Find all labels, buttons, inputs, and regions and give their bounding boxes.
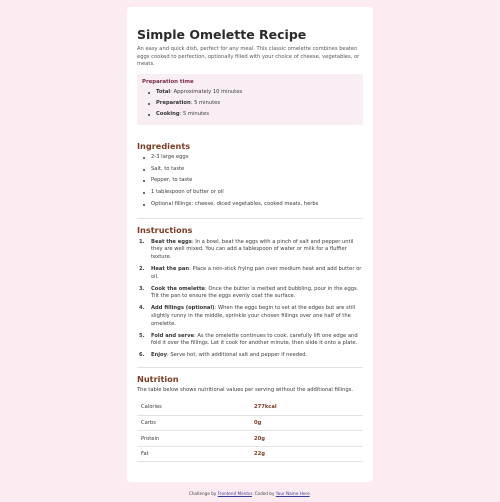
footer-prefix: Challenge by [188, 491, 218, 496]
nutrition-intro: The table below shows nutritional values per serving without the additional fillings. [137, 386, 354, 393]
step-number: 1. [139, 238, 145, 245]
step-number: 3. [139, 285, 145, 292]
step-label: Heat the pan [151, 266, 190, 273]
prep-label: Cooking [156, 111, 180, 118]
step-number: 5. [139, 332, 145, 339]
step-label: Add fillings (optional) [151, 305, 215, 312]
table-row [137, 431, 363, 447]
step-text: : When the eggs begin to set at the edges but are still slightly runny in the middle, sprinkle your chosen fillings over one half of the omelette. [151, 305, 356, 327]
nutrient-value: 0g [250, 415, 363, 431]
nutrient-name: Fat [137, 446, 250, 462]
list-item [142, 98, 358, 109]
recipe-card [127, 7, 373, 482]
preparation-box [137, 74, 363, 125]
prep-label: Total [156, 88, 171, 95]
nutrient-value: 22g [250, 446, 363, 462]
step-number: 4. [139, 305, 145, 312]
ingredients-heading: Ingredients [137, 140, 191, 151]
instruction-step [137, 239, 363, 262]
step-text: : In a bowl, beat the eggs with a pinch of salt and pepper until they are well mixed. You can add a tablespoon of water or milk for a fluffier texture. [151, 238, 354, 261]
step-label: Enjoy [151, 352, 167, 359]
prep-text: : Approximately 10 minutes [170, 88, 243, 95]
page-title: Simple Omelette Recipe [137, 27, 307, 42]
prep-label: Preparation [156, 100, 191, 107]
table-row [137, 446, 363, 462]
nutrient-value: 20g [250, 431, 363, 447]
instruction-step [137, 286, 363, 301]
nutrient-value: 277kcal [250, 400, 363, 416]
step-number: 2. [139, 266, 145, 273]
footer-suffix: . [309, 491, 311, 496]
frontend-mentor-link[interactable]: Frontend Mentor [217, 491, 252, 496]
instruction-step [137, 266, 363, 281]
step-label: Fold and serve [151, 332, 194, 339]
table-row [137, 415, 363, 431]
list-item: 1 tablespoon of butter or oil [137, 187, 363, 199]
preparation-list [142, 87, 358, 121]
nutrient-name: Protein [137, 431, 250, 447]
list-item: Optional fillings: cheese, diced vegetables, cooked meats, herbs [137, 199, 363, 211]
instructions-list [137, 239, 363, 360]
nutrient-name: Carbs [137, 415, 250, 431]
step-label: Beat the eggs [151, 238, 192, 245]
footer-middle: . Coded by [251, 491, 276, 496]
recipe-intro: An easy and quick dish, perfect for any meal. This classic omelette combines beaten eggs cooked to perfection, optionally filled with your choice of cheese, vegetables, or meats. [137, 46, 360, 68]
step-text: : Serve hot, with additional salt and pepper if needed. [166, 352, 308, 359]
list-item [142, 109, 358, 120]
preparation-heading: Preparation time [142, 78, 194, 85]
ingredients-list [137, 152, 363, 211]
instruction-step [137, 305, 363, 328]
attribution-footer [0, 491, 500, 497]
step-number: 6. [139, 352, 145, 359]
table-row [137, 400, 363, 416]
step-text: : As the omelette continues to cook, carefully lift one edge and fold it over the fillings. Let it cook for another minute, then slide it onto a plate. [151, 332, 358, 347]
list-item [142, 87, 358, 98]
instruction-step [137, 352, 363, 360]
list-item: Pepper, to taste [137, 175, 363, 187]
step-text: : Once the butter is melted and bubbling, pour in the eggs. Tilt the pan to ensure the eggs evenly coat the surface. [151, 285, 359, 300]
prep-text: : 5 minutes [190, 100, 221, 107]
nutrition-heading: Nutrition [137, 373, 179, 384]
divider [137, 367, 363, 368]
prep-text: : 5 minutes [179, 111, 209, 118]
list-item: Salt, to taste [137, 164, 363, 176]
nutrition-table [137, 400, 363, 463]
list-item: 2-3 large eggs [137, 152, 363, 164]
author-link[interactable]: Your Name Here [275, 491, 310, 496]
step-label: Cook the omelette [151, 285, 205, 292]
step-text: : Place a non-stick frying pan over medium heat and add butter or oil. [151, 266, 362, 280]
instructions-heading: Instructions [137, 224, 193, 235]
nutrient-name: Calories [137, 400, 250, 416]
instruction-step [137, 333, 363, 348]
divider [137, 218, 363, 219]
